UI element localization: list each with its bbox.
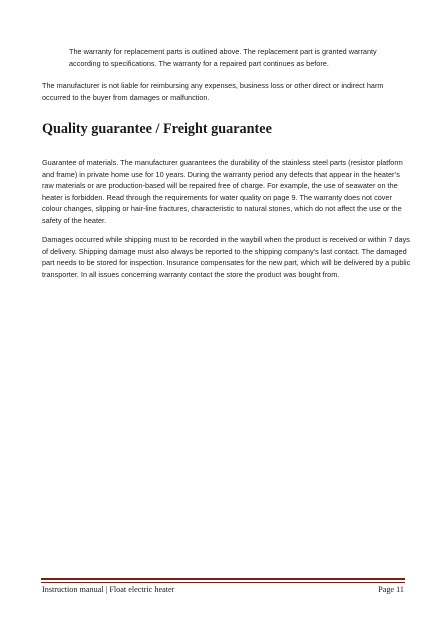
guarantee-materials-paragraph: Guarantee of materials. The manufacturer guarantees the durability of the stainless steel parts (resistor platform and frame) in private home use for 10 years. During the warranty period any defects that appear in the heater’s raw materials or are production-based will be repaired free of charge. For example, the use of seawater on the heater is forbidden. Read through the requirements for water quality on page 9. The warranty does not cover colour changes, slipping or hair-line fractures, characteristic to natural stones, which do not affect the use or the safety of the heater. [42, 158, 403, 225]
footer-title: Instruction manual | Float electric heater [42, 585, 175, 594]
footer-rule-thin [41, 582, 405, 583]
liability-paragraph: The manufacturer is not liable for reimbursing any expenses, business loss or other direct or indirect harm occurred to the buyer from damages or malfunction. [42, 81, 384, 102]
section-heading: Quality guarantee / Freight guarantee [42, 121, 272, 137]
shipping-damage-paragraph: Damages occurred while shipping must to be recorded in the waybill when the product is received or within 7 days of delivery. Shipping damage must also always be reported to the shipping company’s last contact. The damaged part needs to be stored for inspection. Insurance compensates for the new part, which will be delivered by a public transporter. In all issues concerning warranty contact the store the product was bought from. [42, 235, 411, 279]
footer-rule [41, 578, 405, 580]
warranty-replacement-paragraph: The warranty for replacement parts is outlined above. The replacement part is granted warranty according to specifications. The warranty for a repaired part continues as before. [69, 47, 377, 68]
page-number: Page 11 [378, 585, 404, 594]
